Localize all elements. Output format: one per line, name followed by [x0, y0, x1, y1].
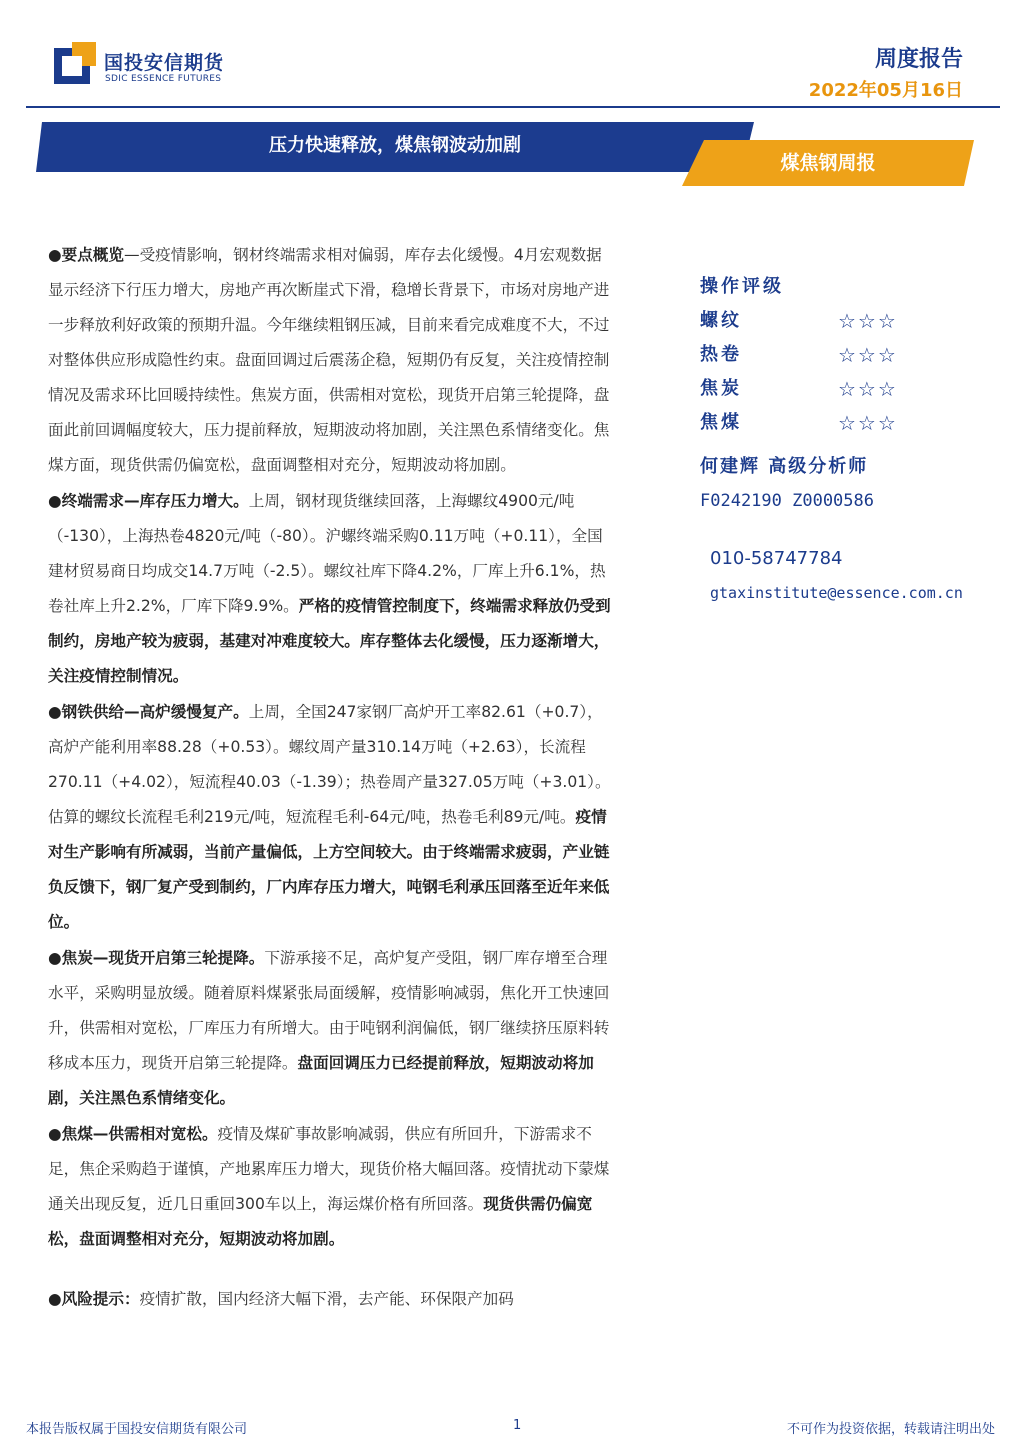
footer-copyright: 本报告版权属于国投安信期货有限公司 — [26, 1422, 248, 1437]
rating-stars: ☆☆☆ — [838, 343, 898, 367]
section-text: —受疫情影响，钢材终端需求相对偏弱，库存去化缓慢。4月宏观数据显示经济下行压力增大，房地产再次断崖式下滑，稳增长背景下，市场对房地产进一步释放利好政策的预期升温。今年继续粗钢压减，目前来看完成难度不大，不过对整体供应形成隐性约束。盘面回调过后震荡企稳，短期仍有反复，关注疫情控制情况及需求环比回暖持续性。焦炭方面，供需相对宽松，现货开启第三轮提降，盘面此前回调幅度较大，压力提前释放，短期波动将加剧，关注黑色系情绪变化。焦煤方面，现货供需仍偏宽松，盘面调整相对充分，短期波动将加剧。 — [48, 246, 610, 474]
header-divider — [26, 106, 1000, 108]
section-demand — [48, 484, 616, 694]
section-conclusion: 现货供需仍偏宽松，盘面调整相对充分，短期波动将加剧。 — [48, 1195, 593, 1248]
rating-stars: ☆☆☆ — [838, 411, 898, 435]
analyst-licenses: F0242190 Z0000586 — [700, 491, 874, 511]
report-subtitle: 煤焦钢周报 — [780, 152, 876, 174]
section-coke — [48, 941, 616, 1116]
report-body — [48, 238, 616, 1318]
section-conclusion: 严格的疫情管控制度下，终端需求释放仍受到制约，房地产较为疲弱，基建对冲难度较大。库存整体去化缓慢，压力逐渐增大，关注疫情控制情况。 — [48, 597, 611, 685]
rating-row — [700, 304, 1020, 338]
section-coking-coal — [48, 1117, 616, 1257]
section-label: ●焦煤—供需相对宽松。 — [48, 1125, 218, 1143]
risk-warning — [48, 1282, 616, 1317]
section-label: ●钢铁供给—高炉缓慢复产。 — [48, 703, 249, 721]
section-label: ●要点概览 — [48, 246, 124, 264]
report-date: 2022年05月16日 — [808, 80, 963, 101]
company-name-en: SDIC ESSENCE FUTURES — [105, 74, 222, 84]
rating-row — [700, 372, 1020, 406]
rating-stars: ☆☆☆ — [838, 377, 898, 401]
rating-product: 螺纹 — [700, 310, 742, 331]
section-text: 上周，钢材现货继续回落，上海螺纹4900元/吨（-130），上海热卷4820元/吨（-80）。沪螺终端采购0.11万吨（+0.11），全国建材贸易商日均成交14.7万吨（-2.5）。螺纹社库下降4.2%，厂库上升6.1%，热卷社库上升2.2%，厂库下降9.9%。 — [48, 492, 606, 615]
section-overview — [48, 238, 616, 483]
section-label: ●终端需求—库存压力增大。 — [48, 492, 249, 510]
rating-stars: ☆☆☆ — [838, 309, 898, 333]
report-type: 周度报告 — [874, 47, 963, 72]
company-logo-icon — [54, 42, 96, 84]
section-conclusion: 盘面回调压力已经提前释放，短期波动将加剧，关注黑色系情绪变化。 — [48, 1054, 594, 1107]
company-name-cn: 国投安信期货 — [104, 52, 225, 74]
risk-label: ●风险提示： — [48, 1290, 140, 1308]
rating-row — [700, 338, 1020, 372]
footer-disclaimer: 不可作为投资依据，转载请注明出处 — [786, 1422, 995, 1437]
section-text: 上周，全国247家钢厂高炉开工率82.61（+0.7），高炉产能利用率88.28（+0.53）。螺纹周产量310.14万吨（+2.63），长流程270.11（+4.02），短流程40.03（-1.39）；热卷周产量327.05万吨（+3.01）。估算的螺纹长流程毛利219元/吨，短流程毛利-64元/吨，热卷毛利89元/吨。 — [48, 703, 611, 826]
rating-product: 焦煤 — [700, 412, 742, 433]
contact-email[interactable]: gtaxinstitute@essence.com.cn — [710, 584, 963, 602]
rating-product: 热卷 — [700, 344, 742, 365]
rating-heading: 操作评级 — [700, 276, 784, 297]
section-text: 下游承接不足，高炉复产受阻，钢厂库存增至合理水平，采购明显放缓。随着原料煤紧张局面缓解，疫情影响减弱，焦化开工快速回升，供需相对宽松，厂库压力有所增大。由于吨钢利润偏低，钢厂继续挤压原料转移成本压力，现货开启第三轮提降。 — [48, 949, 610, 1072]
risk-text: 疫情扩散，国内经济大幅下滑，去产能、环保限产加码 — [139, 1290, 514, 1308]
report-title: 压力快速释放，煤焦钢波动加剧 — [269, 135, 521, 156]
section-conclusion: 疫情对生产影响有所减弱，当前产量偏低，上方空间较大。由于终端需求疲弱，产业链负反馈下，钢厂复产受到制约，厂内库存压力增大，吨钢毛利承压回落至近年来低位。 — [48, 808, 610, 931]
section-text: 疫情及煤矿事故影响减弱，供应有所回升，下游需求不足，焦企采购趋于谨慎，产地累库压力增大，现货价格大幅回落。疫情扰动下蒙煤通关出现反复，近几日重回300车以上，海运煤价格有所回落。 — [48, 1125, 610, 1213]
section-label: ●焦炭—现货开启第三轮提降。 — [48, 949, 265, 967]
section-steel-supply — [48, 695, 616, 940]
rating-product: 焦炭 — [700, 378, 742, 399]
analyst-name: 何建辉 高级分析师 — [700, 456, 869, 477]
sidebar — [700, 270, 1020, 610]
rating-row — [700, 406, 1020, 440]
contact-phone: 010-58747784 — [710, 548, 843, 569]
page-number: 1 — [513, 1418, 522, 1433]
